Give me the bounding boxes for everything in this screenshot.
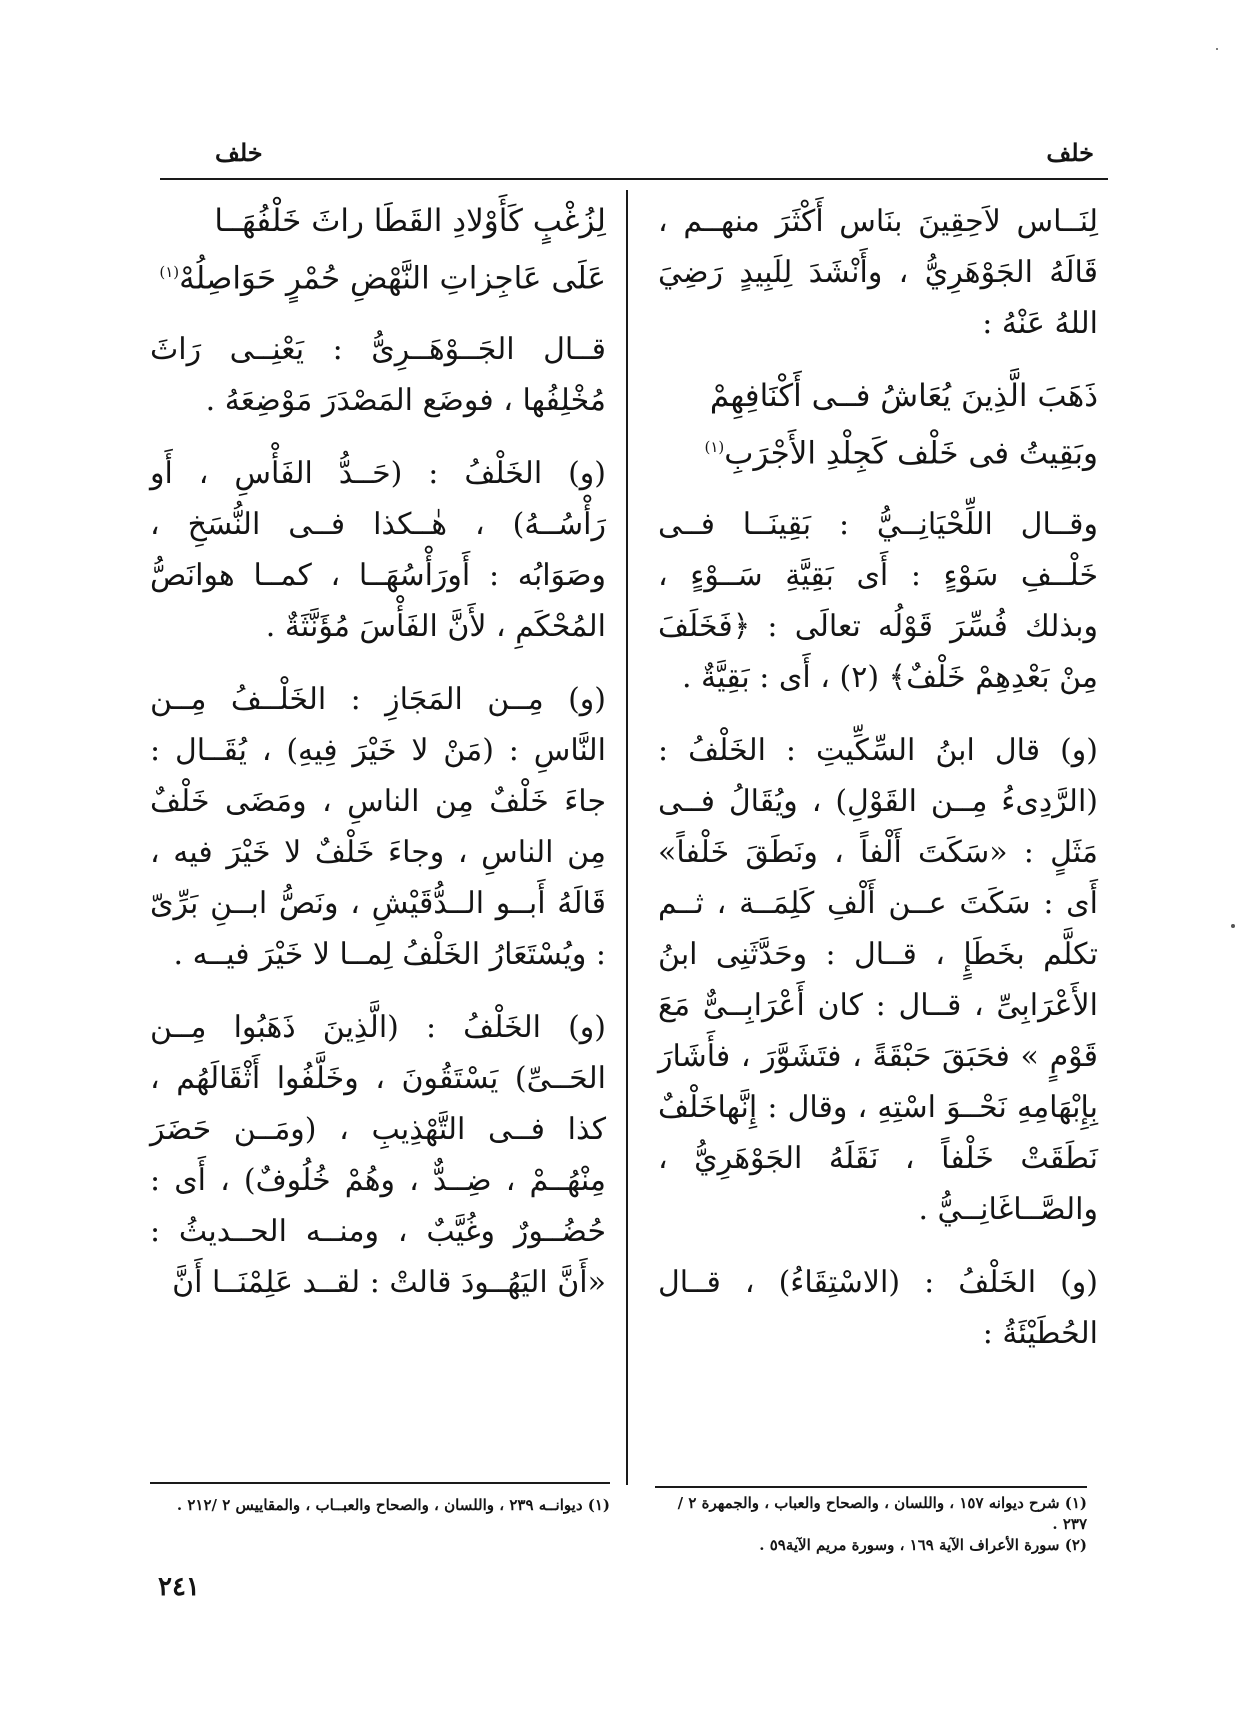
footnote: (١) ديوانــه ٢٣٩ ، واللسان ، والصحاح والعبــاب ، والمقاييس ٢ /٢١٢ . (176, 1496, 610, 1514)
verse-block (658, 371, 1098, 479)
footnotes-right (655, 1493, 1087, 1556)
entry-paragraph: وقــال اللِّحْيَانِــيُّ : بَقِينَــا فــى خَلْــفِ سَوْءٍ : أَى بَقِيَّةِ سَــوْءٍ ، وبذلك فُسِّرَ قَوْلُه تعالَى : ﴿فَخَلَفَ مِنْ بَعْدِهِمْ خَلْفٌ﴾ (٢) ، أَى : بَقِيَّةٌ . (658, 507, 1098, 696)
footnote-marker: (١) (704, 438, 725, 456)
entry-paragraph: (و) مِــن المَجَازِ : الخَلْــفُ مِــن النَّاسِ : (مَنْ لا خَيْرَ فِيهِ) ، يُقَــال : جاءَ خَلْفٌ مِن الناسِ ، ومَضَى خَلْفٌ مِن الناسِ ، وجاءَ خَلْفٌ لا خَيْرَ فيه ، قَالَهُ أَبــو الــدُّقَيْشِ ، ونَصُّ ابــنِ بَرِّىّ : ويُسْتَعَارُ الخَلْفُ لِمــا لا خَيْرَ فيــه . (150, 682, 606, 973)
footnote-rule-left (150, 1482, 610, 1484)
entry-paragraph: (و) الخَلْفُ : (الاسْتِقَاءُ) ، قــال الحُطَيْئَةُ : (658, 1265, 1098, 1352)
verse-line-text: وبَقِيتُ فى خَلْف كَجِلْدِ الأَجْرَبِ (724, 435, 1098, 472)
entry-paragraph: (و) الخَلْفُ : (حَــدُّ الفَأْسِ ، أَو رَأْسُــهُ) ، هٰــكذا فــى النُّسَخِ ، وصَوَابُه : أَورَأْسُهَــا ، كمــا هوانَصُّ المُحْكَمِ ، لأَنَّ الفَأْسَ مُؤَنَّثَةٌ . (150, 456, 606, 645)
scan-speck (1216, 48, 1218, 50)
footnote: (٢) سورة الأعراف الآية ١٦٩ ، وسورة مريم الآية٥٩ . (759, 1536, 1087, 1554)
verse-line: ذَهَبَ الَّذِينَ يُعَاشُ فــى أَكْنَافِهِمْ (709, 378, 1098, 414)
verse-line (658, 422, 1098, 479)
entry-paragraph: قــال الجَــوْهَــرِىُّ : يَعْنِــى رَاثَ مُخْلِفُها ، فوضَع المَصْدَرَ مَوْضِعَهُ . (150, 332, 606, 419)
verse-line (150, 247, 606, 304)
running-header-right: خلف (1046, 138, 1094, 167)
footnotes-left (150, 1495, 610, 1516)
scan-speck (1231, 924, 1235, 928)
verse-line-text: عَلَى عَاجِزاتِ النَّهْضِ حُمْرٍ حَوَاصِلُهْ (179, 260, 606, 297)
right-column (658, 196, 1098, 1381)
footnote-marker: (١) (159, 263, 180, 281)
verse-line: لِزُغْبٍ كَأَوْلادِ القَطَا راثَ خَلْفُهَــا (214, 203, 606, 239)
entry-paragraph: (و) قال ابنُ السِّكِّيتِ : الخَلْفُ : (الرَّدِىءُ مِــن القَوْلِ) ، ويُقَالُ فــى مَثَلٍ : «سَكَتَ أَلْفاً ، ونَطَقَ خَلْفاً» أَى : سَكَتَ عــن أَلْفِ كَلِمَــة ، ثــم تكلَّم بخَطَإٍ ، قــال : وحَدَّثَنِى ابنُ الأَعْرَابِىِّ ، قــال : كان أَعْرَابِــىٌّ مَعَ قَوْمٍ » فحَبَقَ حَبْقَةً ، فتَشَوَّرَ ، فأَشَارَ بِإِبْهَامِهِ نَحْــوَ اسْتِهِ ، وقال : إِنَّهاخَلْفٌ نَطَقَتْ خَلْفاً ، نَقَلَهُ الجَوْهَرِيُّ ، والصَّــاغَانِــيُّ . (658, 733, 1098, 1228)
footnote: (١) شرح ديوانه ١٥٧ ، واللسان ، والصحاح والعباب ، والجمهرة ٢ /٢٣٧ . (677, 1494, 1087, 1533)
verse-block (150, 196, 606, 304)
left-column (150, 196, 606, 1330)
entry-paragraph: لِنَــاس لاَحِقِينَ بنَاس أَكْثَرَ منهــم ، قَالَهُ الجَوْهَرِيُّ ، وأَنْشَدَ لِلَبِيدٍ رَضِيَ اللهُ عَنْهُ : (658, 204, 1098, 341)
entry-paragraph: (و) الخَلْفُ : (الَّذِينَ ذَهَبُوا مِــن الحَــىِّ) يَسْتَقُونَ ، وخَلَّفُوا أَثْقَالَهُم ، كذا فــى التَّهْذِيبِ ، (ومَــن حَضَرَ مِنْهُــمْ ، ضِــدٌّ ، وهُمْ خُلُوفٌ) ، أَى : حُضُــورٌ وغُيَّبٌ ، ومنــه الحــديثُ : «أَنَّ اليَهُــودَ قالتْ : لقــد عَلِمْنَــا أَنَّ (150, 1010, 606, 1301)
column-divider (626, 190, 628, 1485)
page-number: ٢٤١ (158, 1572, 200, 1602)
header-rule (160, 178, 1108, 180)
footnote-rule-right (655, 1486, 1087, 1488)
running-header-left: خلف (215, 138, 263, 167)
